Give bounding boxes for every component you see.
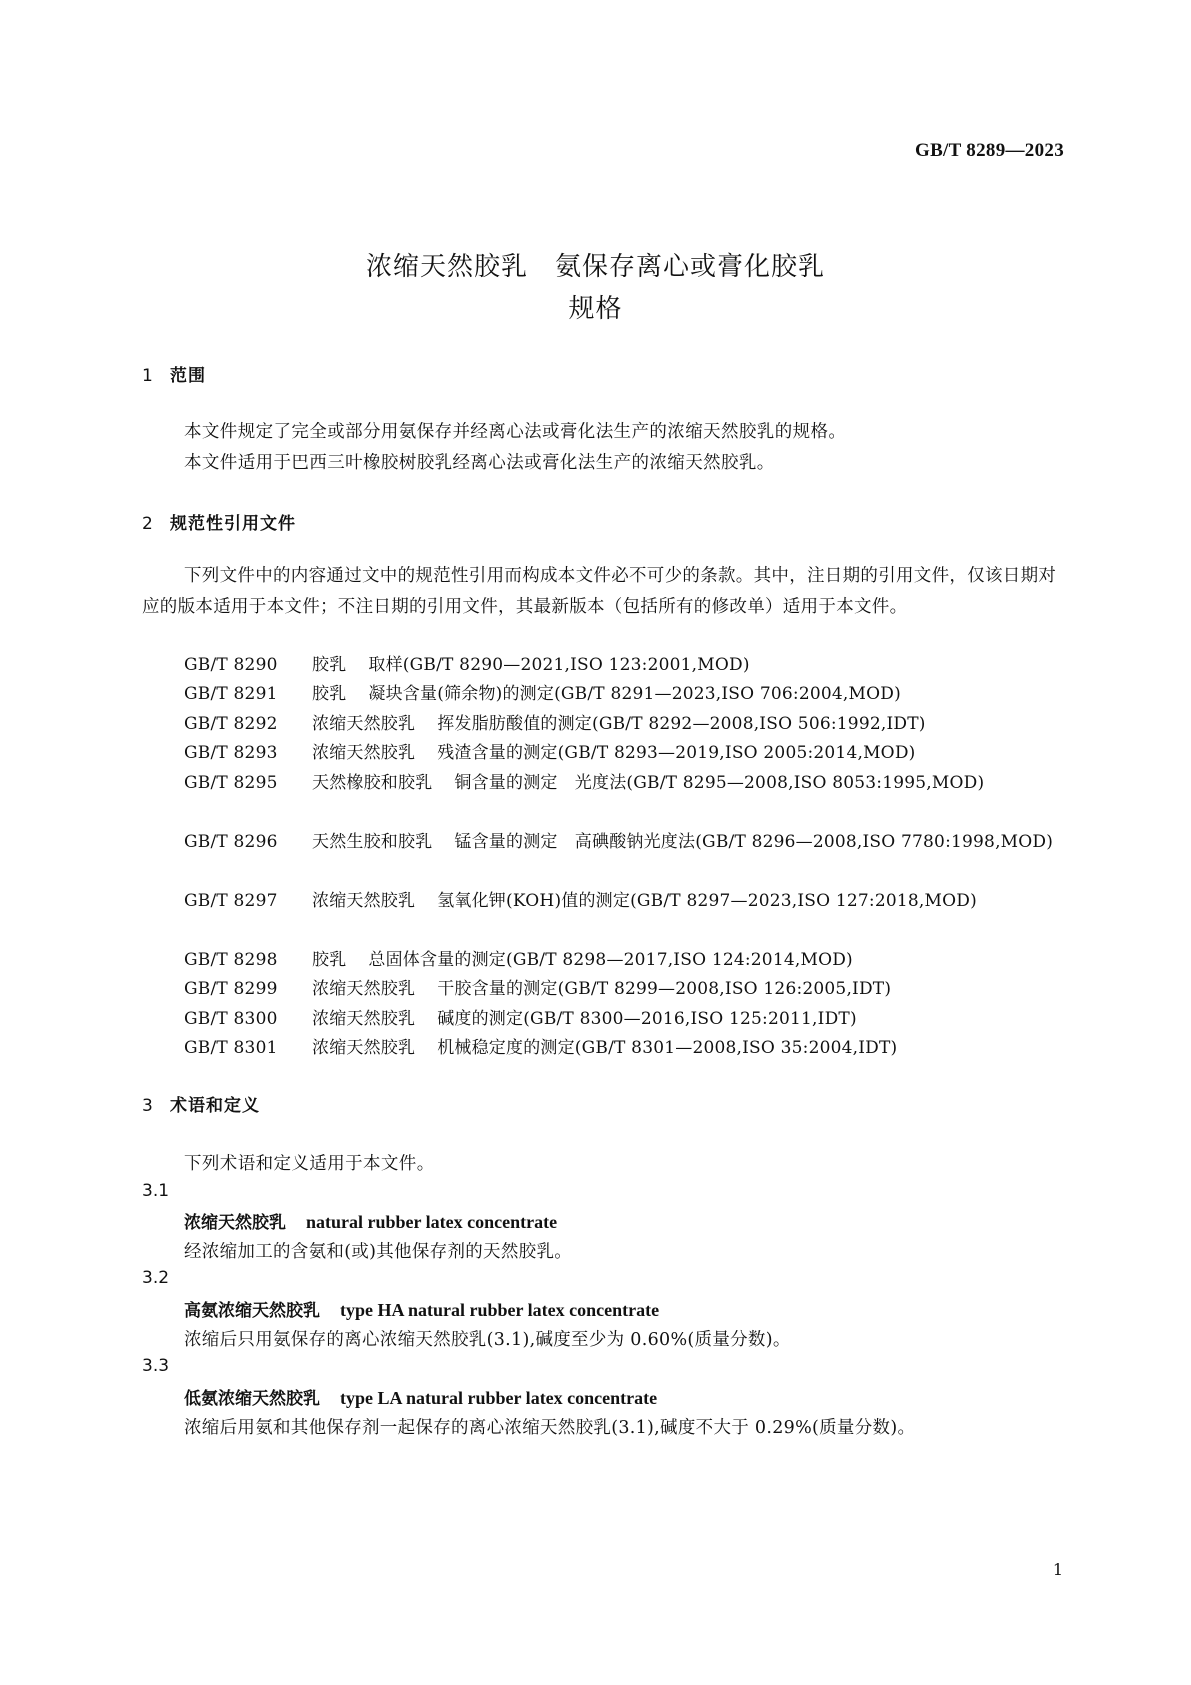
reference-item — [142, 827, 1060, 858]
section-title: 术语和定义 — [170, 1096, 260, 1116]
reference-name: 胶乳 — [312, 950, 347, 970]
references-intro: 下列文件中的内容通过文中的规范性引用而构成本文件必不可少的条款。其中，注日期的引用文件，仅该日期对应的版本适用于本文件；不注日期的引用文件，其最新版本（包括所有的修改单）适用于本文件。 — [142, 566, 1057, 617]
terms-intro: 下列术语和定义适用于本文件。 — [184, 1154, 435, 1174]
reference-code: GB/T 8290 — [184, 655, 278, 675]
term-name — [184, 1384, 657, 1409]
reference-code: GB/T 8298 — [184, 950, 278, 970]
section-2-heading — [142, 509, 296, 534]
reference-title: 机械稳定度的测定(GB/T 8301—2008,ISO 35:2004,IDT) — [437, 1038, 898, 1058]
term-name-zh: 浓缩天然胶乳 — [184, 1213, 286, 1233]
scope-paragraph-1: 本文件规定了完全或部分用氨保存并经离心法或膏化法生产的浓缩天然胶乳的规格。 — [184, 422, 847, 442]
document-subtitle: 规格 — [568, 294, 623, 324]
reference-item — [142, 886, 1060, 917]
term-name — [184, 1296, 659, 1321]
page-number: 1 — [1052, 1560, 1063, 1579]
reference-item — [142, 679, 1060, 710]
section-title: 规范性引用文件 — [170, 514, 296, 534]
reference-title: 锰含量的测定 高碘酸钠光度法(GB/T 8296—2008,ISO 7780:1998,MOD) — [454, 832, 1054, 852]
reference-code: GB/T 8292 — [184, 714, 278, 734]
reference-title: 凝块含量(筛余物)的测定(GB/T 8291—2023,ISO 706:2004,MOD) — [368, 684, 901, 704]
term-name-zh: 高氨浓缩天然胶乳 — [184, 1301, 320, 1321]
reference-item — [142, 1004, 1060, 1035]
section-title: 范围 — [170, 366, 206, 386]
reference-name: 浓缩天然胶乳 — [312, 891, 416, 911]
reference-name: 浓缩天然胶乳 — [312, 743, 416, 763]
reference-name: 浓缩天然胶乳 — [312, 979, 416, 999]
term-name-en: type HA natural rubber latex concentrate — [340, 1300, 660, 1320]
reference-name: 浓缩天然胶乳 — [312, 714, 416, 734]
standard-code: GB/T 8289—2023 — [914, 140, 1064, 161]
section-number: 3 — [142, 1096, 154, 1116]
reference-item — [142, 1033, 1060, 1064]
document-title: 浓缩天然胶乳 氨保存离心或膏化胶乳 — [365, 252, 825, 282]
reference-title: 碱度的测定(GB/T 8300—2016,ISO 125:2011,IDT) — [437, 1009, 857, 1029]
scope-paragraph-2: 本文件适用于巴西三叶橡胶树胶乳经离心法或膏化法生产的浓缩天然胶乳。 — [184, 453, 775, 473]
reference-code: GB/T 8291 — [184, 684, 278, 704]
reference-title: 挥发脂肪酸值的测定(GB/T 8292—2008,ISO 506:1992,IDT) — [437, 714, 926, 734]
term-name — [184, 1208, 557, 1233]
reference-code: GB/T 8299 — [184, 979, 278, 999]
reference-name: 胶乳 — [312, 684, 347, 704]
reference-name: 天然橡胶和胶乳 — [312, 773, 433, 793]
reference-title: 氢氧化钾(KOH)值的测定(GB/T 8297—2023,ISO 127:2018,MOD) — [437, 891, 977, 911]
reference-code: GB/T 8300 — [184, 1009, 278, 1029]
term-number: 3.1 — [142, 1181, 170, 1201]
reference-code: GB/T 8295 — [184, 773, 278, 793]
term-name-en: natural rubber latex concentrate — [306, 1212, 558, 1232]
term-name-zh: 低氨浓缩天然胶乳 — [184, 1389, 320, 1409]
reference-item — [142, 974, 1060, 1005]
reference-title: 总固体含量的测定(GB/T 8298—2017,ISO 124:2014,MOD) — [368, 950, 853, 970]
reference-title: 取样(GB/T 8290—2021,ISO 123:2001,MOD) — [368, 655, 750, 675]
term-name-en: type LA natural rubber latex concentrate — [340, 1388, 658, 1408]
reference-name: 浓缩天然胶乳 — [312, 1038, 416, 1058]
section-number: 1 — [142, 366, 154, 386]
section-3-heading — [142, 1091, 260, 1116]
section-number: 2 — [142, 514, 154, 534]
reference-item — [142, 945, 1060, 976]
reference-title: 残渣含量的测定(GB/T 8293—2019,ISO 2005:2014,MOD) — [437, 743, 916, 763]
reference-item — [142, 650, 1060, 681]
term-definition: 浓缩后只用氨保存的离心浓缩天然胶乳(3.1),碱度至少为 0.60%(质量分数)。 — [184, 1330, 791, 1350]
reference-item — [142, 709, 1060, 740]
term-number: 3.2 — [142, 1268, 170, 1288]
term-number: 3.3 — [142, 1356, 170, 1376]
reference-name: 天然生胶和胶乳 — [312, 832, 433, 852]
term-definition: 经浓缩加工的含氨和(或)其他保存剂的天然胶乳。 — [184, 1242, 573, 1262]
reference-code: GB/T 8297 — [184, 891, 278, 911]
reference-item — [142, 768, 1060, 799]
reference-title: 干胶含量的测定(GB/T 8299—2008,ISO 126:2005,IDT) — [437, 979, 892, 999]
reference-code: GB/T 8301 — [184, 1038, 278, 1058]
term-definition: 浓缩后用氨和其他保存剂一起保存的离心浓缩天然胶乳(3.1),碱度不大于 0.29%(质量分数)。 — [184, 1418, 916, 1438]
reference-code: GB/T 8293 — [184, 743, 278, 763]
section-1-heading — [142, 361, 206, 386]
reference-item — [142, 738, 1060, 769]
reference-code: GB/T 8296 — [184, 832, 278, 852]
reference-name: 胶乳 — [312, 655, 347, 675]
reference-name: 浓缩天然胶乳 — [312, 1009, 416, 1029]
reference-title: 铜含量的测定 光度法(GB/T 8295—2008,ISO 8053:1995,MOD) — [454, 773, 985, 793]
